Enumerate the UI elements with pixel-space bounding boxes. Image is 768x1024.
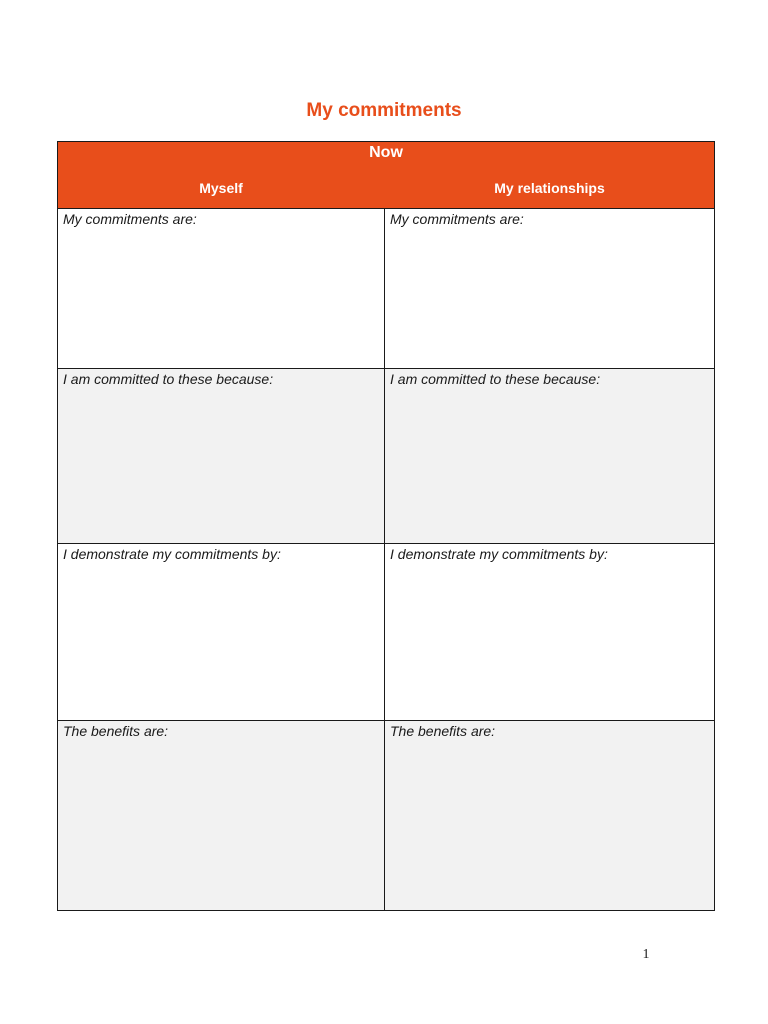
cell-label: My commitments are:: [63, 211, 197, 227]
table-row-demonstrate: [58, 544, 714, 721]
page-title: My commitments: [306, 100, 462, 121]
table-header: [58, 142, 714, 209]
cell-relationships-commitments[interactable]: [385, 209, 714, 368]
table-row-reasons: [58, 369, 714, 544]
column-header-myself: Myself: [199, 180, 243, 196]
cell-relationships-reasons[interactable]: [385, 369, 714, 543]
cell-label: The benefits are:: [63, 723, 169, 739]
table-row-commitments: [58, 209, 714, 369]
cell-label: I demonstrate my commitments by:: [63, 546, 281, 562]
cell-label: I demonstrate my commitments by:: [390, 546, 608, 562]
table-row-benefits: [58, 721, 714, 910]
cell-label: The benefits are:: [390, 723, 496, 739]
commitments-table: [57, 141, 715, 911]
cell-myself-reasons[interactable]: [58, 369, 385, 543]
header-section-now: Now: [369, 144, 403, 161]
page-number: 1: [642, 947, 650, 962]
cell-label: My commitments are:: [390, 211, 524, 227]
cell-myself-commitments[interactable]: [58, 209, 385, 368]
cell-label: I am committed to these because:: [63, 371, 274, 387]
cell-myself-benefits[interactable]: [58, 721, 385, 910]
cell-myself-demonstrate[interactable]: [58, 544, 385, 720]
column-header-my-relationships: My relationships: [494, 180, 605, 196]
cell-relationships-demonstrate[interactable]: [385, 544, 714, 720]
cell-relationships-benefits[interactable]: [385, 721, 714, 910]
cell-label: I am committed to these because:: [390, 371, 601, 387]
